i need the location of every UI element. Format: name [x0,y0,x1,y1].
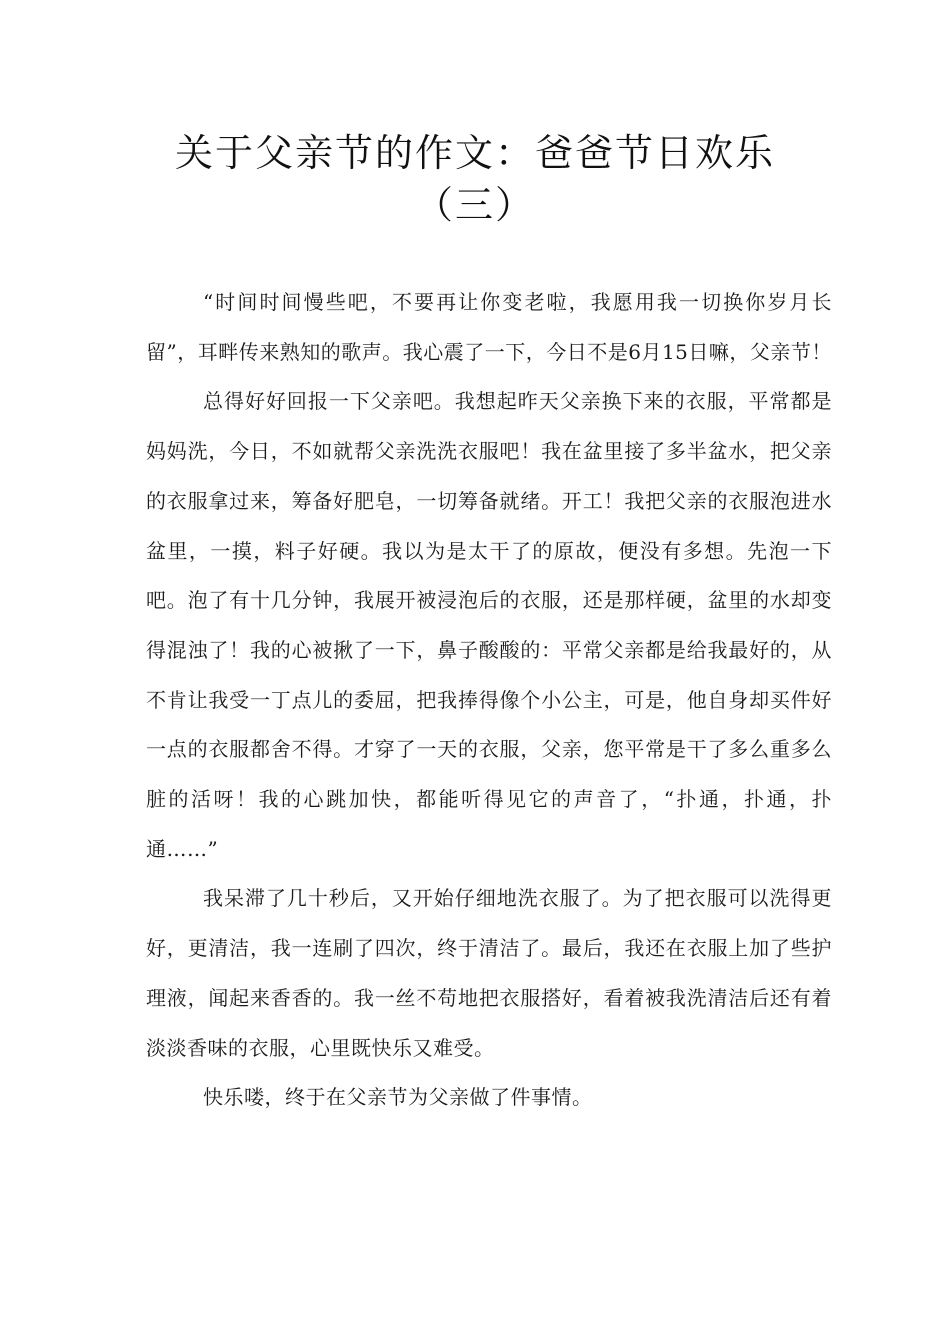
document-body [146,278,832,1123]
paragraph-4: 快乐喽，终于在父亲节为父亲做了件事情。 [203,1085,593,1110]
document-title: 关于父亲节的作文：爸爸节日欢乐 [174,131,775,175]
document-title-part-number: （三） [414,183,535,227]
paragraph-2: 总得好好回报一下父亲吧。我想起昨天父亲换下来的衣服，平常都是妈妈洗，今日，不如就帮父亲洗洗衣服吧！我在盆里接了多半盆水，把父亲的衣服拿过来，筹备好肥皂，一切筹备就绪。开工！我把父亲的衣服泡进水盆里，一摸，料子好硬。我以为是太干了的原故，便没有多想。先泡一下吧。泡了有十几分钟，我展开被浸泡后的衣服，还是那样硬，盆里的水却变得混浊了！我的心被揪了一下，鼻子酸酸的：平常父亲都是给我最好的，从不肯让我受一丁点儿的委屈，把我捧得像个小公主，可是，他自身却买件好一点的衣服都舍不得。才穿了一天的衣服，父亲，您平常是干了多么重多么脏的活呀！我的心跳加快，都能听得见它的声音了，“扑通，扑通，扑通……” [146,389,832,861]
paragraph-3: 我呆滞了几十秒后，又开始仔细地洗衣服了。为了把衣服可以洗得更好，更清洁，我一连刷了四次，终于清洁了。最后，我还在衣服上加了些护理液，闻起来香香的。我一丝不苟地把衣服搭好，看着被我洗清洁后还有着淡淡香味的衣服，心里既快乐又难受。 [146,886,832,1060]
paragraph-1: “时间时间慢些吧，不要再让你变老啦，我愿用我一切换你岁月长留”，耳畔传来熟知的歌声。我心震了一下，今日不是6月15日嘛，父亲节！ [146,290,832,364]
